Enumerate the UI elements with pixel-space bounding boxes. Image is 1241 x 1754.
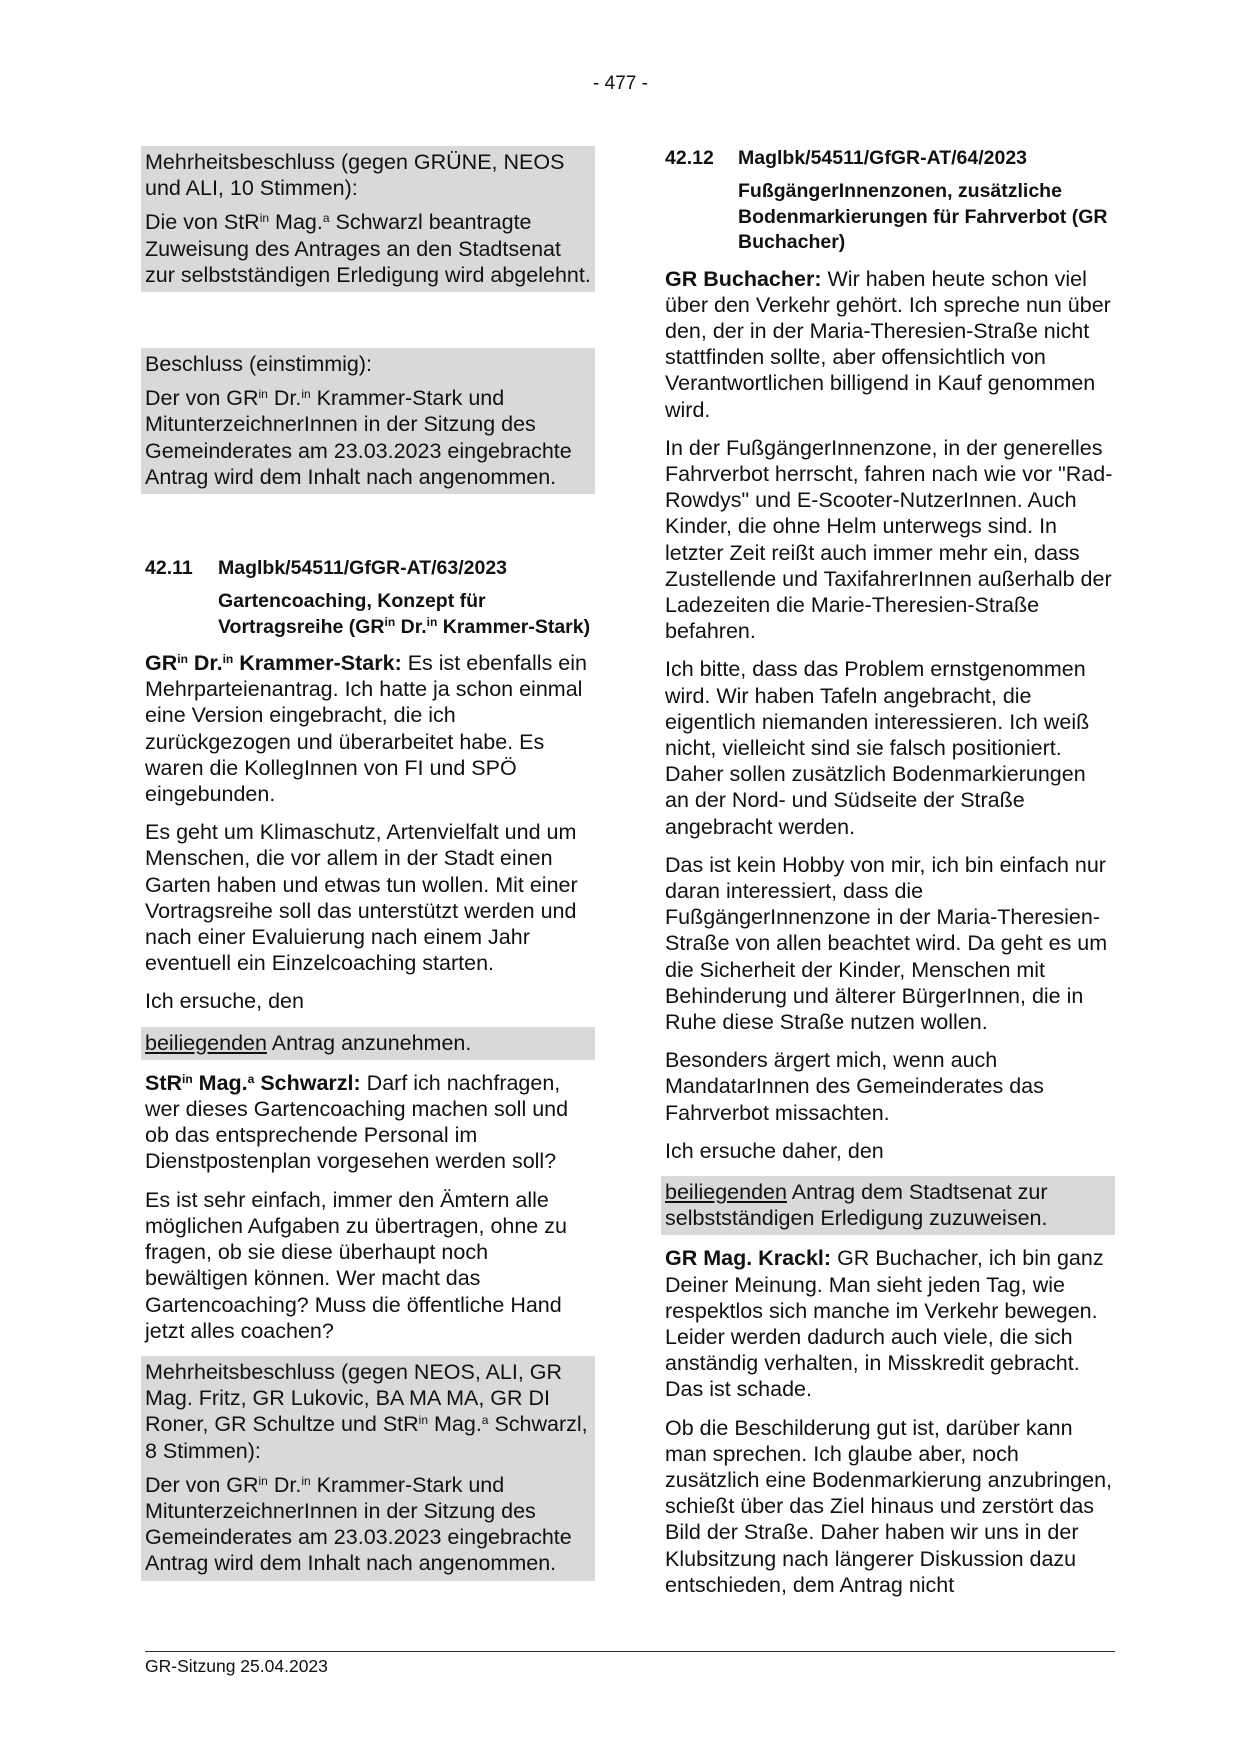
speech-paragraph: In der FußgängerInnenzone, in der generelles Fahrverbot herrscht, fahren nach wie vor "Rad-Rowdys" und E-Scooter-NutzerInnen. Auch Kinder, die ohne Helm unterwegs sind. In letzter Zeit reißt auch immer mehr ein, dass Zustellende und TaxifahrerInnen außerhalb der Ladezeiten die Marie-Theresien-Straße befahren. — [665, 435, 1113, 644]
speech-paragraph: GR Mag. Krackl: GR Buchacher, ich bin ganz Deiner Meinung. Man sieht jeden Tag, wie respektlos sich manche im Verkehr bewegen. Leider werden dadurch auch viele, die sich anständig verhalten, in Misskredit gebracht. Das ist schade. — [665, 1246, 1104, 1402]
speech-paragraph: $GR^{in}$ Dr.$^{in}$ Krammer-Stark: Es ist ebenfalls ein Mehrparteienantrag. Ich hatte ja schon einmal eine Version eingebracht, die ich zurückgezogen und überarbeitet habe. Es waren die KollegInnen von FI und SPÖ eingebunden. — [145, 651, 587, 807]
speech-paragraph: Ich ersuche, den — [145, 989, 304, 1014]
vote-text: Die von StR$^{in}$ Mag.$^a$ Schwarzl beantragte Zuweisung des Antrages an den Stadtsenat zur selbstständigen Erledigung wird abgelehnt. — [145, 210, 591, 287]
motion-link[interactable]: beiliegenden — [665, 1180, 787, 1204]
item-heading-42-12 — [665, 146, 1115, 171]
item-reference: Maglbk/54511/GfGR-AT/64/2023 — [738, 147, 1028, 169]
vote-text: Der von $GR^{in}$ Dr.$^{in}$ Krammer-Stark und MitunterzeichnerInnen in der Sitzung des Gemeinderates am 23.03.2023 eingebrachte Antrag wird dem Inhalt nach angenommen. — [145, 1472, 572, 1576]
speech-paragraph: Ich ersuche daher, den — [665, 1138, 884, 1163]
footer-divider — [145, 1651, 1115, 1652]
footer-text: GR-Sitzung 25.04.2023 — [145, 1656, 328, 1676]
speech-paragraph: Es geht um Klimaschutz, Artenvielfalt und um Menschen, die vor allem in der Stadt einen Garten haben und etwas tun wollen. Mit einer Vortragsreihe soll das unterstützt werden und nach einer Evaluierung nach einem Jahr eventuell ein Einzelcoaching starten. — [145, 820, 578, 976]
item-number: 42.12 — [665, 147, 714, 169]
speech-paragraph: Besonders ärgert mich, wenn auch MandatarInnen des Gemeinderates das Fahrverbot missachten. — [665, 1048, 1044, 1125]
speech-paragraph: Ob die Beschilderung gut ist, darüber kann man sprechen. Ich glaube aber, noch zusätzlich eine Bodenmarkierung anzubringen, schießt über das Ziel hinaus und zerstört das Bild der Straße. Daher haben wir uns in der Klubsitzung nach längerer Diskussion dazu entschieden, dem Antrag nicht — [665, 1415, 1112, 1597]
vote-box-2 — [141, 348, 595, 494]
item-title: FußgängerInnenzonen, zusätzliche Bodenmarkierungen für Fahrverbot (GR Buchacher) — [738, 180, 1108, 253]
motion-box: beiliegenden Antrag dem Stadtsenat zur selbstständigen Erledigung zuzuweisen. — [661, 1176, 1115, 1235]
item-reference: Maglbk/54511/GfGR-AT/63/2023 — [218, 557, 508, 580]
vote-box-1 — [141, 146, 595, 292]
motion-box: beiliegenden Antrag anzunehmen. — [141, 1027, 595, 1060]
right-column — [665, 146, 1115, 1610]
speech-paragraph: GR Buchacher: Wir haben heute schon viel über den Verkehr gehört. Ich spreche nun über den, der in der Maria-Theresien-Straße nicht stattfinden sollte, aber offensichtlich von Verantwortlichen billigend in Kauf genommen wird. — [665, 266, 1111, 422]
vote-title: Mehrheitsbeschluss (gegen GRÜNE, NEOS und ALI, 10 Stimmen): — [145, 150, 565, 201]
left-column — [145, 146, 595, 1581]
vote-text: Der von $GR^{in}$ Dr.$^{in}$ Krammer-Stark und MitunterzeichnerInnen in der Sitzung des Gemeinderates am 23.03.2023 eingebrachte Antrag wird dem Inhalt nach angenommen. — [145, 386, 572, 489]
speaker-name: $GR^{in}$ Dr.$^{in}$ Krammer-Stark: — [145, 651, 402, 676]
speech-paragraph: Es ist sehr einfach, immer den Ämtern alle möglichen Aufgaben zu übertragen, ohne zu fragen, ob sie diese überhaupt noch bewältigen können. Wer macht das Gartencoaching? Muss die öffentliche Hand jetzt alles coachen? — [145, 1187, 567, 1343]
page-number: - 477 - — [593, 73, 648, 94]
vote-title: Beschluss (einstimmig): — [145, 352, 372, 377]
speech-paragraph: Ich bitte, dass das Problem ernstgenommen wird. Wir haben Tafeln angebracht, die eigentlich niemanden interessieren. Ich weiß nicht, vielleicht sind sie falsch positioniert. Daher sollen zusätzlich Bodenmarkierungen an der Nord- und Südseite der Straße angebracht werden. — [665, 657, 1090, 839]
item-number: 42.11 — [145, 557, 193, 580]
speaker-name: GR Mag. Krackl: — [665, 1246, 832, 1271]
speaker-name: StR$^{in}$ Mag.$^a$ Schwarzl: — [145, 1070, 361, 1095]
item-heading-42-11 — [145, 556, 595, 581]
vote-box-3 — [141, 1356, 595, 1581]
vote-title: Mehrheitsbeschluss (gegen NEOS, ALI, GR Mag. Fritz, GR Lukovic, BA MA MA, GR DI Roner, GR Schultze und StR$^{in}$ Mag.$^a$ Schwarzl, 8 Stimmen): — [145, 1359, 588, 1463]
item-title: Gartencoaching, Konzept für Vortragsreihe ($GR^{in}$ Dr.$^{in}$ Krammer-Stark) — [218, 590, 591, 638]
speech-paragraph: Das ist kein Hobby von mir, ich bin einfach nur daran interessiert, dass die FußgängerInnenzone in der Maria-Theresien-Straße von allen beachtet wird. Da geht es um die Sicherheit der Kinder, Menschen mit Behinderung und älterer BürgerInnen, die in Ruhe diese Straße nutzen wollen. — [665, 852, 1108, 1034]
motion-link[interactable]: beiliegenden — [145, 1030, 267, 1055]
speech-paragraph: StR$^{in}$ Mag.$^a$ Schwarzl: Darf ich nachfragen, wer dieses Gartencoaching machen soll und ob das entsprechende Personal im Dienstpostenplan vorgesehen werden soll? — [145, 1070, 569, 1174]
speaker-name: GR Buchacher: — [665, 266, 822, 291]
